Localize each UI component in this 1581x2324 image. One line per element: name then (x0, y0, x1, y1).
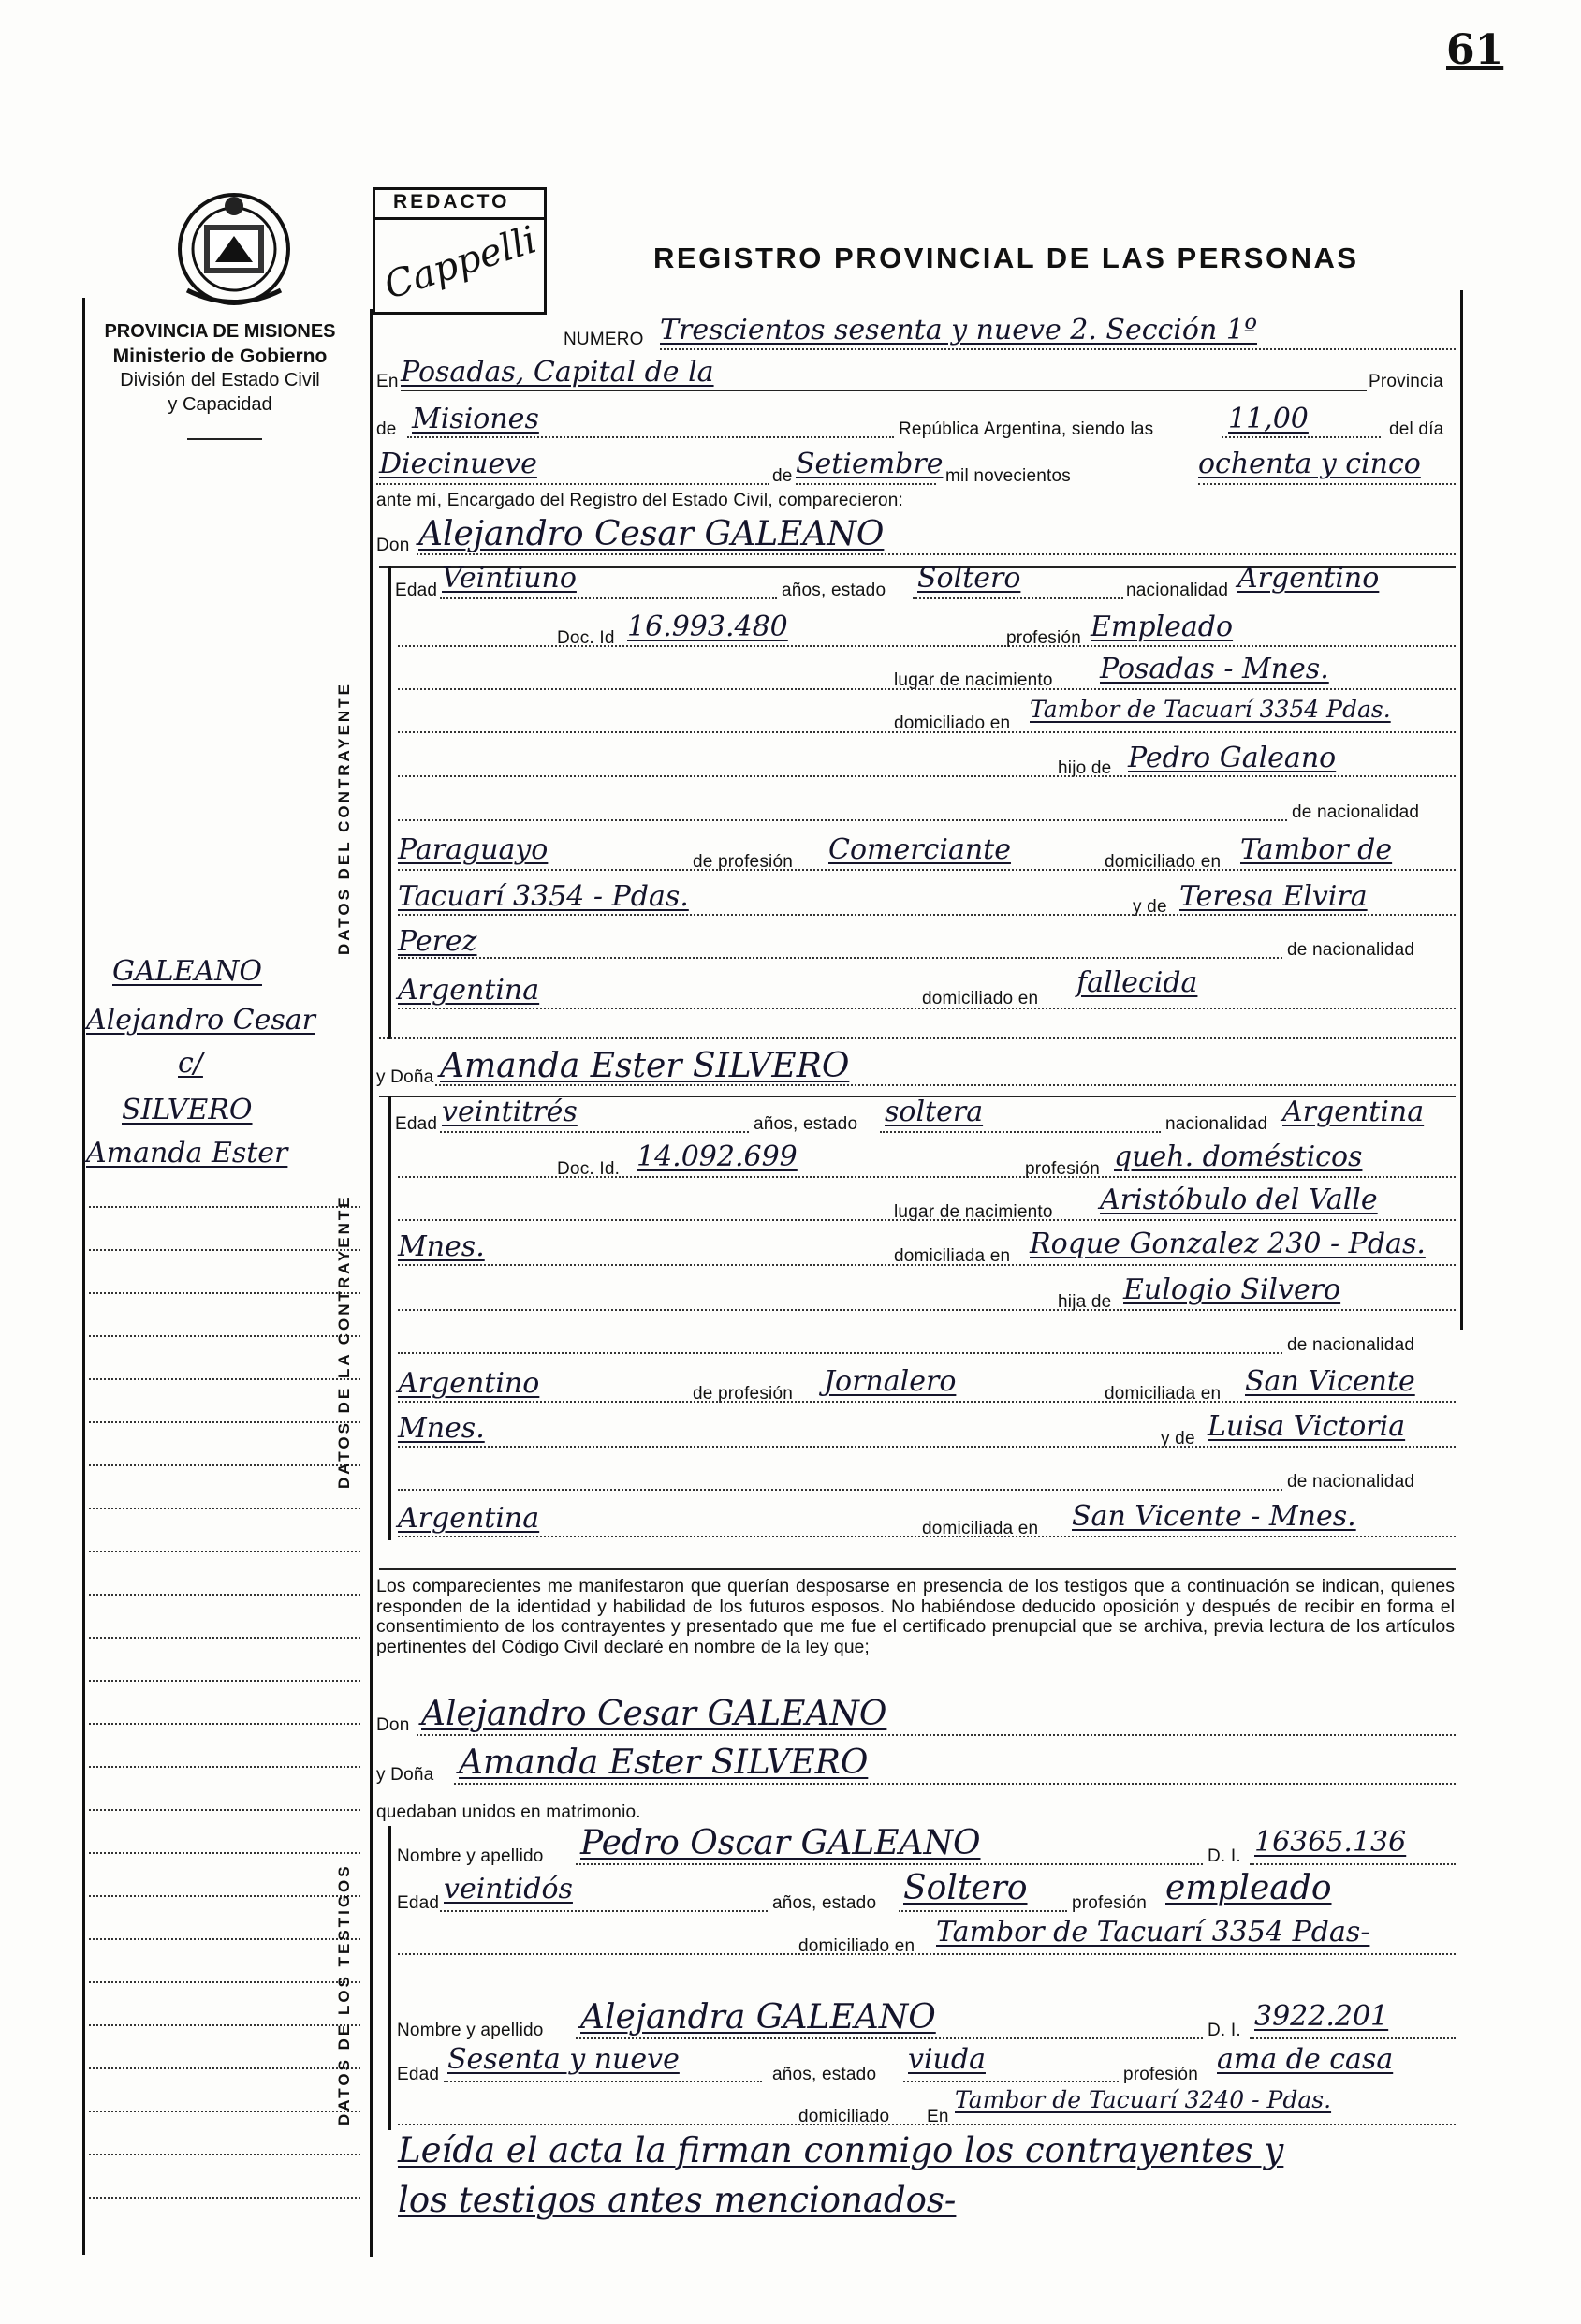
org-line-2: Ministerio de Gobierno (112, 346, 328, 367)
contrayente2-doc: 14.092.699 (637, 1140, 798, 1173)
testigo1-edad-dots (440, 1910, 768, 1912)
margin-dots-1 (89, 1206, 360, 1208)
lugar-nac-label: lugar de nacimiento (894, 670, 1053, 690)
y-dona-label: y Doña (376, 1067, 434, 1087)
testigo2-nombre-dots (576, 2037, 1203, 2039)
margin-dots-9 (89, 1551, 360, 1552)
de-nacionalidad-label-2: de nacionalidad (1287, 940, 1415, 960)
mes-dots (796, 483, 936, 485)
hijo-de-label: hijo de (1058, 758, 1112, 778)
hora-dots (1222, 436, 1381, 438)
del-dia-label: del día (1389, 419, 1444, 439)
contrayente-doc: 16.993.480 (627, 610, 788, 643)
margin-dots-16 (89, 1852, 360, 1854)
redacto-label: REDACTO (393, 191, 510, 213)
contrayente-profesion: Empleado (1091, 610, 1234, 643)
en-label: En (376, 372, 399, 391)
de-profesion-label-2: de profesión (693, 1384, 793, 1404)
contrayente-nacionalidad: Argentino (1237, 562, 1380, 595)
padre2-domicilio-2: Mnes. (398, 1412, 485, 1445)
estado2-dots (880, 1131, 1161, 1133)
padre2-extra-dots (398, 1352, 1282, 1354)
di-label: D. I. (1208, 1846, 1241, 1866)
org-line-1: PROVINCIA DE MISIONES (104, 321, 336, 342)
page-number: 61 (1446, 26, 1504, 74)
madre-nac-dots (398, 957, 1282, 959)
testigo2-domicilio: Tambor de Tacuarí 3240 - Pdas. (955, 2086, 1332, 2113)
dia-value: Diecinueve (379, 448, 537, 480)
margin-dots-7 (89, 1464, 360, 1466)
domicilio-dots (398, 731, 1456, 733)
testigo1-nombre: Pedro Oscar GALEANO (580, 1824, 981, 1862)
edad-label: Edad (395, 581, 438, 600)
margin-dots-10 (89, 1594, 360, 1596)
lugar-nac2-dots (398, 1219, 1456, 1221)
anos-estado-label-2: años, estado (754, 1114, 858, 1134)
anos-estado-label-3: años, estado (772, 1893, 877, 1913)
vert-label-contrayente: DATOS DEL CONTRAYENTE (335, 682, 353, 955)
ciudad-line (401, 390, 1367, 391)
madre-nombre-2: Perez (398, 925, 477, 958)
contrayente-domicilio: Tambor de Tacuarí 3354 Pdas. (1030, 696, 1391, 723)
contrayente-lugar-nac: Posadas - Mnes. (1100, 653, 1329, 685)
padre-profesion: Comerciante (828, 833, 1011, 866)
padre-nac-dots (398, 869, 1456, 871)
margin-dots-20 (89, 2024, 360, 2026)
madre-nombre-1: Teresa Elvira (1179, 880, 1368, 913)
margin-dots-12 (89, 1680, 360, 1682)
domiciliada-en-label-2: domiciliada en (1105, 1384, 1222, 1404)
redacto-divider (373, 217, 547, 220)
madre-dom-dots (398, 1008, 1456, 1009)
margin-dots-22 (89, 2111, 360, 2112)
provincia-dots (407, 436, 894, 438)
doc-dots (398, 645, 1456, 647)
domiciliada-en-label: domiciliada en (894, 1246, 1011, 1266)
contrayente-block-left (388, 566, 391, 1039)
contrayente2-block-bottom (379, 1568, 1456, 1570)
margin-dots-11 (89, 1637, 360, 1639)
quedaban-label: quedaban unidos en matrimonio. (376, 1802, 641, 1822)
numero-label: NUMERO (564, 330, 644, 349)
padre-extra-dots (398, 819, 1287, 821)
hora-value: 11,00 (1228, 403, 1309, 435)
padre2-nac-dots (398, 1401, 1456, 1403)
contrayente-estado: Soltero (917, 562, 1021, 595)
org-line-4: y Capacidad (168, 394, 272, 415)
republica-label: República Argentina, siendo las (899, 419, 1154, 439)
contrayente2-nombre: Amanda Ester SILVERO (440, 1047, 850, 1085)
madre2-dom-dots (398, 1536, 1456, 1537)
mes-value: Setiembre (796, 448, 944, 480)
margin-dots-21 (89, 2067, 360, 2069)
margin-border (82, 298, 85, 2255)
domiciliado-en-label: domiciliado en (894, 713, 1011, 733)
nacionalidad-label: nacionalidad (1126, 581, 1229, 600)
org-line-3: División del Estado Civil (120, 370, 320, 390)
testigo1-nombre-dots (576, 1863, 1203, 1865)
contrayente2-profesion: queh. domésticos (1114, 1140, 1363, 1173)
domiciliado-en-label-2: domiciliado en (922, 989, 1039, 1008)
de-mes-label: de (772, 466, 793, 486)
testigo2-profesion: ama de casa (1217, 2043, 1394, 2076)
margin-dots-19 (89, 1981, 360, 1983)
profesion-label-4: profesión (1123, 2065, 1198, 2084)
anio-value: ochenta y cinco (1198, 448, 1421, 480)
hija-de-label: hija de (1058, 1292, 1112, 1312)
provincia-label: Provincia (1369, 372, 1443, 391)
margin-dots-3 (89, 1292, 360, 1294)
margin-dots-14 (89, 1766, 360, 1768)
coat-of-arms-seal (168, 187, 300, 309)
y-de-label-2: y de (1161, 1429, 1195, 1449)
declaracion-don: Alejandro Cesar GALEANO (421, 1695, 887, 1733)
declaracion-dona-dots (454, 1783, 1456, 1785)
edad-label-2: Edad (395, 1114, 438, 1134)
padre2-dots (398, 1309, 1456, 1311)
provincia-value: Misiones (412, 403, 539, 435)
madre-nacionalidad: Argentina (398, 974, 540, 1007)
ante-mi-label: ante mí, Encargado del Registro del Estado Civil, comparecieron: (376, 491, 904, 510)
margin-alejandro-cesar: Alejandro Cesar (86, 1004, 315, 1037)
margin-silvero: SILVERO (122, 1094, 253, 1126)
margin-dots-24 (89, 2197, 360, 2199)
margin-dots-23 (89, 2154, 360, 2155)
margin-dots-4 (89, 1335, 360, 1337)
madre2-nac-dots (398, 1489, 1282, 1491)
domiciliada-en-label-3: domiciliada en (922, 1519, 1039, 1538)
vert-label-contrayente2: DATOS DE LA CONTRAYENTE (335, 1194, 353, 1489)
testigo1-domicilio-dots (398, 1953, 1456, 1955)
nacionalidad-label-2: nacionalidad (1165, 1114, 1268, 1134)
profesion-label: profesión (1006, 628, 1081, 648)
padre-domicilio-2: Tacuarí 3354 - Pdas. (398, 880, 689, 913)
registry-title: REGISTRO PROVINCIAL DE LAS PERSONAS (653, 242, 1359, 274)
contrayente2-padre: Eulogio Silvero (1123, 1273, 1341, 1306)
declaration-paragraph: Los comparecientes me manifestaron que querían desposarse en presencia de los testigos que a continuación se indican, quienes responden de la identidad y habilidad de los futuros esposos. No habiéndose deducido oposición y después de recibir en forma el consentimiento de los contrayentes y presentado que me fue el certificado prenupcial que se archiva, previa lectura de los artículos pertinentes del Código Civil declaré en nombre de la ley que; (376, 1576, 1455, 1657)
contrayente2-madre: Luisa Victoria (1208, 1410, 1406, 1443)
anos-estado-label-4: años, estado (772, 2065, 877, 2084)
margin-con: c/ (178, 1047, 203, 1080)
anio-dots (1198, 483, 1456, 485)
testigo1-profesion: empleado (1165, 1869, 1332, 1907)
testigo1-domicilio: Tambor de Tacuarí 3354 Pdas- (936, 1916, 1370, 1949)
contrayente-padre: Pedro Galeano (1128, 742, 1337, 774)
testigo2-estado-dots (903, 2081, 1119, 2082)
de-label: de (376, 419, 397, 439)
domiciliado-label-4: domiciliado (798, 2107, 890, 2126)
testigo2-edad-dots (444, 2081, 762, 2082)
contrayente2-lugar-nac-2: Mnes. (398, 1230, 485, 1263)
profesion-label-3: profesión (1072, 1893, 1147, 1913)
ciudad-value: Posadas, Capital de la (401, 356, 714, 389)
testigo2-nombre: Alejandra GALEANO (580, 1998, 936, 2037)
closing-line-1: Leída el acta la firman conmigo los contrayentes y (398, 2130, 1284, 2170)
domiciliado-label: domiciliado en (1105, 852, 1222, 872)
domicilio2-dots (398, 1264, 1456, 1266)
numero-value: Trescientos sesenta y nueve 2. Sección 1º (660, 314, 1258, 346)
domiciliado-en-label-4: En (927, 2107, 949, 2126)
margin-dots-13 (89, 1723, 360, 1725)
don-label-2: Don (376, 1715, 410, 1735)
padre2-nacionalidad: Argentino (398, 1367, 540, 1400)
madre-dots (398, 914, 1456, 916)
edad-label-3: Edad (397, 1893, 440, 1913)
don-label: Don (376, 536, 410, 555)
estado-dots (913, 597, 1123, 599)
domiciliado-en-label-3: domiciliado en (798, 1936, 915, 1956)
testigo1-di-dots (1250, 1863, 1456, 1865)
margin-amanda-ester: Amanda Ester (86, 1137, 288, 1169)
margin-dots-18 (89, 1938, 360, 1940)
declaracion-dona: Amanda Ester SILVERO (459, 1743, 869, 1782)
nombre-apellido-label: Nombre y apellido (397, 1846, 544, 1866)
contrayente-block-bottom (379, 1037, 1456, 1039)
margin-dots-5 (89, 1378, 360, 1380)
closing-line-2: los testigos antes mencionados- (398, 2180, 957, 2220)
nombre-apellido-label-2: Nombre y apellido (397, 2021, 544, 2040)
margin-dots-8 (89, 1508, 360, 1509)
testigo2-di-dots (1250, 2037, 1456, 2039)
form-right-border (1460, 290, 1463, 1330)
contrayente2-nacionalidad: Argentina (1282, 1096, 1425, 1128)
contrayente2-estado: soltera (885, 1096, 984, 1128)
form-left-border (370, 309, 373, 2257)
edad-dots (440, 597, 777, 599)
de-profesion-label: de profesión (693, 852, 793, 872)
numero-dots (660, 348, 1456, 350)
testigo2-di: 3922.201 (1254, 2000, 1389, 2033)
y-dona-label-2: y Doña (376, 1765, 434, 1785)
doc2-dots (398, 1176, 1456, 1178)
contrayente2-lugar-nac: Aristóbulo del Valle (1100, 1184, 1378, 1216)
doc-id-label-2: Doc. Id. (557, 1159, 621, 1179)
margin-dots-17 (89, 1895, 360, 1897)
mil-novecientos-label: mil novecientos (945, 466, 1071, 486)
margin-dots-2 (89, 1249, 360, 1251)
y-de-label: y de (1133, 897, 1167, 917)
testigo1-di: 16365.136 (1254, 1826, 1407, 1859)
testigo1-estado: Soltero (903, 1869, 1028, 1907)
padre2-domicilio-1: San Vicente (1245, 1365, 1415, 1398)
madre-domicilio: fallecida (1076, 966, 1198, 999)
dia-dots (376, 483, 769, 485)
doc-id-label: Doc. Id (557, 628, 615, 648)
padre-domicilio-1: Tambor de (1240, 833, 1393, 866)
anos-estado-label: años, estado (782, 581, 886, 600)
contrayente2-nombre-dots (435, 1084, 1456, 1086)
di-label-2: D. I. (1208, 2021, 1241, 2040)
profesion-label-2: profesión (1025, 1159, 1100, 1179)
testigos-block-left (388, 1826, 391, 2130)
lugar-nac-dots (398, 688, 1456, 690)
org-underline (187, 438, 262, 440)
de-nacionalidad-label-3: de nacionalidad (1287, 1335, 1415, 1355)
madre2-nacionalidad: Argentina (398, 1502, 540, 1535)
margin-dots-15 (89, 1809, 360, 1811)
lugar-nac-label-2: lugar de nacimiento (894, 1202, 1053, 1222)
vert-label-testigos: DATOS DE LOS TESTIGOS (335, 1863, 353, 2125)
padre2-profesion: Jornalero (824, 1365, 957, 1398)
madre2-dots (398, 1446, 1456, 1448)
testigo2-estado: viuda (908, 2043, 986, 2076)
contrayente2-edad: veintitrés (442, 1096, 578, 1128)
testigo2-domicilio-dots (398, 2124, 1456, 2125)
edad2-dots (440, 1131, 749, 1133)
edad-label-4: Edad (397, 2065, 440, 2084)
testigo2-edad: Sesenta y nueve (447, 2043, 680, 2076)
padre-dots (398, 775, 1456, 777)
contrayente2-domicilio: Roque Gonzalez 230 - Pdas. (1030, 1228, 1426, 1260)
contrayente-nombre-dots (417, 553, 1456, 555)
contrayente2-block-left (388, 1096, 391, 1540)
declaracion-don-dots (417, 1734, 1456, 1736)
redacto-signature: Cappelli (378, 218, 542, 308)
madre2-domicilio: San Vicente - Mnes. (1072, 1500, 1356, 1533)
de-nacionalidad-label-4: de nacionalidad (1287, 1472, 1415, 1492)
margin-dots-6 (89, 1421, 360, 1423)
testigo1-edad: veintidós (444, 1873, 573, 1905)
padre-nacionalidad: Paraguayo (398, 833, 549, 866)
de-nacionalidad-label: de nacionalidad (1292, 802, 1420, 822)
contrayente-edad: Veintiuno (442, 562, 577, 595)
testigo1-estado-dots (899, 1910, 1067, 1912)
margin-galeano: GALEANO (112, 955, 262, 988)
contrayente-nombre: Alejandro Cesar GALEANO (418, 515, 885, 553)
